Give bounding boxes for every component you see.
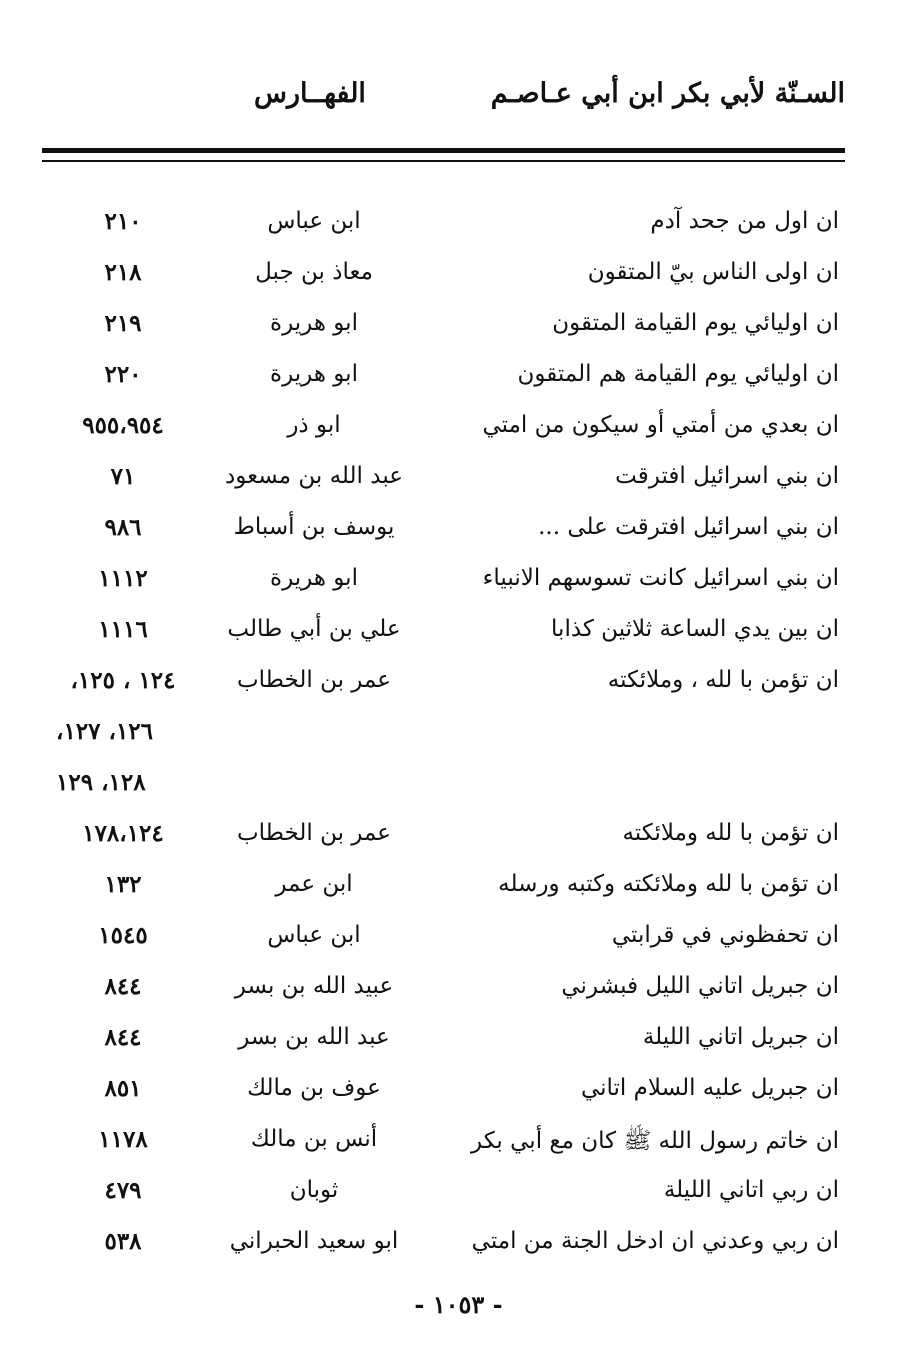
narrator-name: ابن عمر: [275, 871, 353, 897]
index-row: [0, 914, 917, 965]
narrator-name: عبد الله بن بسر: [238, 1024, 390, 1050]
narrator-name: ابو سعيد الحبراني: [229, 1228, 399, 1254]
index-row: [0, 812, 917, 863]
hadith-text: ان جبريل اتاني الليل فبشرني: [561, 973, 839, 999]
narrator-name: ابن عباس: [267, 208, 361, 234]
hadith-text: ان تحفظوني في قرابتي: [611, 922, 839, 948]
index-row: [0, 455, 917, 506]
page-refs: ١١١٢: [98, 565, 148, 592]
hadith-text: ان تؤمن با لله وملائكته: [622, 820, 839, 846]
narrator-name: عمر بن الخطاب: [236, 667, 391, 693]
narrator-name: عبد الله بن مسعود: [225, 463, 403, 489]
index-row: [0, 302, 917, 353]
narrator-name: عمر بن الخطاب: [236, 820, 391, 846]
index-row: [0, 251, 917, 302]
page-refs: ٨٥١: [104, 1075, 142, 1102]
book-title: السـنّة لأبي بكر ابن أبي عـاصـم: [490, 78, 845, 109]
index-row: [0, 404, 917, 455]
index-row: [0, 1169, 917, 1220]
narrator-name: ابو ذر: [287, 412, 341, 438]
narrator-name: عبيد الله بن بسر: [234, 973, 394, 999]
hadith-text: ان اول من جحد آدم: [650, 208, 839, 234]
index-row: [0, 1220, 917, 1271]
index-row: [0, 659, 917, 710]
page-refs: ٢١٨: [104, 259, 142, 286]
narrator-name: معاذ بن جبل: [255, 259, 373, 285]
index-row-continuation: [0, 761, 917, 812]
page-refs: ١٢٨، ١٢٩: [56, 769, 146, 796]
page-header: [40, 78, 845, 128]
hadith-text: ان اوليائي يوم القيامة المتقون: [552, 310, 839, 336]
page-refs: ١١٧٨: [98, 1126, 148, 1153]
page-refs: ٢٢٠: [104, 361, 142, 388]
page-refs: ١١١٦: [98, 616, 148, 643]
hadith-text: ان تؤمن با لله وملائكته وكتبه ورسله: [498, 871, 839, 897]
index-row: [0, 863, 917, 914]
index-row-continuation: [0, 710, 917, 761]
page-refs: ٩٥٥،٩٥٤: [82, 412, 164, 439]
page-refs: ٥٣٨: [104, 1228, 142, 1255]
hadith-text: ان بني اسرائيل افترقت: [615, 463, 839, 489]
hadith-text: ان بين يدي الساعة ثلاثين كذابا: [551, 616, 839, 642]
index-row: [0, 608, 917, 659]
hadith-text: ان بعدي من أمتي أو سيكون من امتي: [482, 412, 839, 438]
index-row: [0, 200, 917, 251]
index-row: [0, 1067, 917, 1118]
hadith-text: ان اوليائي يوم القيامة هم المتقون: [517, 361, 839, 387]
narrator-name: علي بن أبي طالب: [227, 616, 401, 642]
hadith-text: ان ربي وعدني ان ادخل الجنة من امتي: [471, 1228, 839, 1254]
index-row: [0, 353, 917, 404]
page-refs: ٢١٠: [104, 208, 142, 235]
index-row: [0, 965, 917, 1016]
narrator-name: أنس بن مالك: [250, 1126, 378, 1152]
narrator-name: يوسف بن أسباط: [233, 514, 395, 540]
hadith-text: ان ربي اتاني الليلة: [663, 1177, 839, 1203]
index-row: [0, 557, 917, 608]
page-refs: ١٢٦، ١٢٧،: [56, 718, 153, 745]
page-refs: ١٢٤ ، ١٢٥،: [70, 667, 176, 694]
index-row: [0, 1016, 917, 1067]
narrator-name: ابو هريرة: [270, 565, 358, 591]
hadith-text: ان بني اسرائيل كانت تسوسهم الانبياء: [482, 565, 839, 591]
narrator-name: ابن عباس: [267, 922, 361, 948]
narrator-name: ابو هريرة: [270, 361, 358, 387]
hadith-text: ان اولى الناس بيّ المتقون: [587, 259, 839, 285]
header-rule-thick: [42, 148, 845, 153]
index-row: [0, 506, 917, 557]
hadith-text: ان خاتم رسول الله ﷺ كان مع أبي بكر: [471, 1128, 839, 1154]
section-title: الفهــارس: [254, 78, 366, 109]
page-refs: ٧١: [110, 463, 136, 490]
hadith-text: ان جبريل اتاني الليلة: [642, 1024, 839, 1050]
hadith-text: ان تؤمن با لله ، وملائكته: [607, 667, 839, 693]
page-refs: ٤٧٩: [104, 1177, 142, 1204]
hadith-text: ان جبريل عليه السلام اتاني: [580, 1075, 839, 1101]
page-refs: ١٧٨،١٢٤: [82, 820, 164, 847]
page-number: - ١٠٥٣ -: [414, 1290, 503, 1319]
page-refs: ١٥٤٥: [98, 922, 148, 949]
hadith-text: ان بني اسرائيل افترقت على ...: [538, 514, 839, 540]
narrator-name: ثوبان: [289, 1177, 339, 1203]
header-rule-thin: [42, 160, 845, 162]
narrator-name: عوف بن مالك: [247, 1075, 381, 1101]
page-refs: ٢١٩: [104, 310, 142, 337]
index-table: [0, 200, 917, 1271]
index-row: [0, 1118, 917, 1169]
page-refs: ١٣٢: [104, 871, 142, 898]
page-refs: ٩٨٦: [104, 514, 142, 541]
page-refs: ٨٤٤: [104, 973, 142, 1000]
narrator-name: ابو هريرة: [270, 310, 358, 336]
page-refs: ٨٤٤: [104, 1024, 142, 1051]
